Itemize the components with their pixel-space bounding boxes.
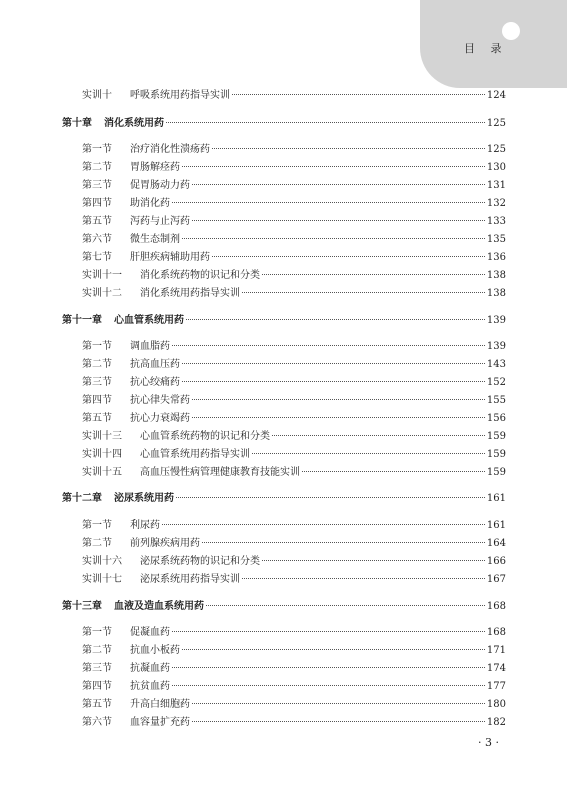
entry-label: 第四节	[82, 395, 112, 406]
entry-page-number: 125	[486, 144, 506, 155]
entry-title: 升高白细胞药	[130, 699, 190, 710]
entry-title: 抗凝血药	[130, 663, 170, 674]
entry-title: 泌尿系统用药	[114, 493, 174, 504]
dot-leader	[172, 630, 485, 632]
entry-label: 第三节	[82, 377, 112, 388]
dot-leader	[242, 291, 485, 293]
entry-title: 血容量扩充药	[130, 717, 190, 728]
entry-title: 助消化药	[130, 198, 170, 209]
toc-section-entry	[62, 375, 506, 391]
dot-leader	[192, 219, 485, 221]
entry-page-number: 138	[486, 270, 506, 281]
entry-page-number: 139	[486, 315, 506, 326]
entry-title: 治疗消化性溃疡药	[130, 144, 210, 155]
entry-title: 呼吸系统用药指导实训	[130, 90, 230, 101]
entry-label: 第十二章	[62, 493, 102, 504]
entry-page-number: 161	[486, 493, 506, 504]
entry-page-number: 168	[486, 601, 506, 612]
toc-section-entry	[62, 661, 506, 677]
entry-title: 胃肠解痉药	[130, 162, 180, 173]
entry-label: 第二节	[82, 359, 112, 370]
toc-section-entry	[62, 411, 506, 427]
dot-leader	[192, 702, 485, 704]
toc-section-entry	[62, 643, 506, 659]
entry-label: 实训十五	[82, 467, 122, 478]
toc-section-entry	[62, 679, 506, 695]
entry-label: 第十三章	[62, 601, 102, 612]
entry-label: 第六节	[82, 717, 112, 728]
dot-leader	[182, 648, 485, 650]
entry-title: 调血脂药	[130, 341, 170, 352]
entry-page-number: 159	[486, 449, 506, 460]
entry-page-number: 164	[486, 538, 506, 549]
entry-page-number: 168	[486, 627, 506, 638]
toc-section-entry	[62, 160, 506, 176]
toc-header-label: 目 录	[464, 42, 508, 55]
entry-title: 促凝血药	[130, 627, 170, 638]
entry-label: 第一节	[82, 144, 112, 155]
dot-leader	[162, 523, 485, 525]
entry-label: 第四节	[82, 198, 112, 209]
entry-title: 消化系统药物的识记和分类	[140, 270, 260, 281]
dot-leader	[192, 183, 485, 185]
dot-leader	[192, 416, 485, 418]
entry-title: 前列腺疾病用药	[130, 538, 200, 549]
entry-label: 第五节	[82, 413, 112, 424]
entry-title: 抗心绞痛药	[130, 377, 180, 388]
toc-section-entry	[62, 357, 506, 373]
toc-section-entry	[62, 625, 506, 641]
dot-leader	[172, 201, 485, 203]
entry-label: 实训十	[82, 90, 112, 101]
entry-page-number: 182	[486, 717, 506, 728]
entry-page-number: 159	[486, 431, 506, 442]
toc-section-entry	[62, 697, 506, 713]
entry-title: 泌尿系统药物的识记和分类	[140, 556, 260, 567]
entry-page-number: 155	[486, 395, 506, 406]
entry-page-number: 139	[486, 341, 506, 352]
dot-leader	[172, 666, 485, 668]
toc-section-entry	[62, 88, 506, 104]
dot-leader	[172, 344, 485, 346]
toc-section-entry	[62, 178, 506, 194]
entry-label: 第三节	[82, 180, 112, 191]
entry-page-number: 159	[486, 467, 506, 478]
entry-label: 实训十三	[82, 431, 122, 442]
entry-page-number: 161	[486, 520, 506, 531]
entry-title: 肝胆疾病辅助用药	[130, 252, 210, 263]
toc-section-entry	[62, 250, 506, 266]
entry-label: 实训十二	[82, 288, 122, 299]
dot-leader	[272, 434, 485, 436]
toc-section-entry	[62, 447, 506, 463]
dot-leader	[202, 541, 485, 543]
dot-leader	[182, 237, 485, 239]
entry-page-number: 138	[486, 288, 506, 299]
entry-page-number: 133	[486, 216, 506, 227]
entry-label: 第五节	[82, 699, 112, 710]
entry-label: 实训十七	[82, 574, 122, 585]
entry-page-number: 135	[486, 234, 506, 245]
dot-leader	[212, 255, 485, 257]
toc-section-entry	[62, 554, 506, 570]
toc-section-entry	[62, 429, 506, 445]
toc-section-entry	[62, 465, 506, 481]
entry-title: 泌尿系统用药指导实训	[140, 574, 240, 585]
toc-section-entry	[62, 393, 506, 409]
entry-label: 第二节	[82, 645, 112, 656]
entry-label: 第五节	[82, 216, 112, 227]
dot-leader	[242, 577, 485, 579]
entry-page-number: 171	[486, 645, 506, 656]
entry-label: 第十一章	[62, 315, 102, 326]
toc-section-entry	[62, 214, 506, 230]
entry-label: 第三节	[82, 663, 112, 674]
entry-title: 消化系统用药	[104, 118, 164, 129]
entry-title: 泻药与止泻药	[130, 216, 190, 227]
dot-leader	[172, 684, 485, 686]
entry-page-number: 167	[486, 574, 506, 585]
entry-page-number: 156	[486, 413, 506, 424]
dot-leader	[232, 93, 485, 95]
dot-leader	[182, 362, 485, 364]
toc-section-entry	[62, 518, 506, 534]
entry-label: 第一节	[82, 520, 112, 531]
entry-page-number: 166	[486, 556, 506, 567]
entry-title: 高血压慢性病管理健康教育技能实训	[140, 467, 300, 478]
dot-leader	[192, 398, 485, 400]
entry-label: 第一节	[82, 341, 112, 352]
entry-page-number: 124	[486, 90, 506, 101]
entry-label: 第二节	[82, 162, 112, 173]
entry-title: 抗高血压药	[130, 359, 180, 370]
entry-label: 第四节	[82, 681, 112, 692]
toc-section-entry	[62, 232, 506, 248]
entry-page-number: 174	[486, 663, 506, 674]
entry-page-number: 152	[486, 377, 506, 388]
entry-title: 促胃肠动力药	[130, 180, 190, 191]
dot-leader	[166, 121, 485, 123]
dot-leader	[192, 720, 485, 722]
dot-leader	[206, 604, 485, 606]
dot-leader	[182, 380, 485, 382]
entry-page-number: 125	[486, 118, 506, 129]
toc-chapter-entry	[62, 116, 506, 132]
entry-title: 心血管系统用药指导实训	[140, 449, 250, 460]
toc-section-entry	[62, 142, 506, 158]
dot-leader	[262, 559, 485, 561]
entry-title: 抗心律失常药	[130, 395, 190, 406]
entry-title: 微生态制剂	[130, 234, 180, 245]
toc-chapter-entry	[62, 491, 506, 507]
dot-leader	[176, 496, 485, 498]
dot-leader	[262, 273, 485, 275]
dot-leader	[212, 147, 485, 149]
entry-label: 实训十六	[82, 556, 122, 567]
entry-title: 抗心力衰竭药	[130, 413, 190, 424]
entry-label: 第二节	[82, 538, 112, 549]
toc-section-entry	[62, 339, 506, 355]
entry-page-number: 180	[486, 699, 506, 710]
entry-title: 利尿药	[130, 520, 160, 531]
dot-leader	[252, 452, 485, 454]
entry-title: 抗血小板药	[130, 645, 180, 656]
entry-label: 第七节	[82, 252, 112, 263]
entry-label: 第十章	[62, 118, 92, 129]
toc-section-entry	[62, 196, 506, 212]
entry-label: 第六节	[82, 234, 112, 245]
entry-page-number: 177	[486, 681, 506, 692]
entry-page-number: 132	[486, 198, 506, 209]
entry-label: 实训十一	[82, 270, 122, 281]
entry-page-number: 131	[486, 180, 506, 191]
entry-title: 血液及造血系统用药	[114, 601, 204, 612]
tab-circle-decoration	[502, 22, 520, 40]
toc-section-entry	[62, 268, 506, 284]
dot-leader	[182, 165, 485, 167]
entry-page-number: 143	[486, 359, 506, 370]
entry-title: 消化系统用药指导实训	[140, 288, 240, 299]
toc-section-entry	[62, 536, 506, 552]
entry-page-number: 130	[486, 162, 506, 173]
toc-section-entry	[62, 572, 506, 588]
entry-label: 第一节	[82, 627, 112, 638]
entry-title: 心血管系统药物的识记和分类	[140, 431, 270, 442]
entry-title: 心血管系统用药	[114, 315, 184, 326]
entry-page-number: 136	[486, 252, 506, 263]
toc-section-entry	[62, 286, 506, 302]
toc-chapter-entry	[62, 313, 506, 329]
page-number: · 3 ·	[478, 736, 499, 749]
toc-section-entry	[62, 715, 506, 731]
entry-title: 抗贫血药	[130, 681, 170, 692]
entry-label: 实训十四	[82, 449, 122, 460]
dot-leader	[186, 318, 485, 320]
toc-chapter-entry	[62, 599, 506, 615]
dot-leader	[302, 470, 485, 472]
